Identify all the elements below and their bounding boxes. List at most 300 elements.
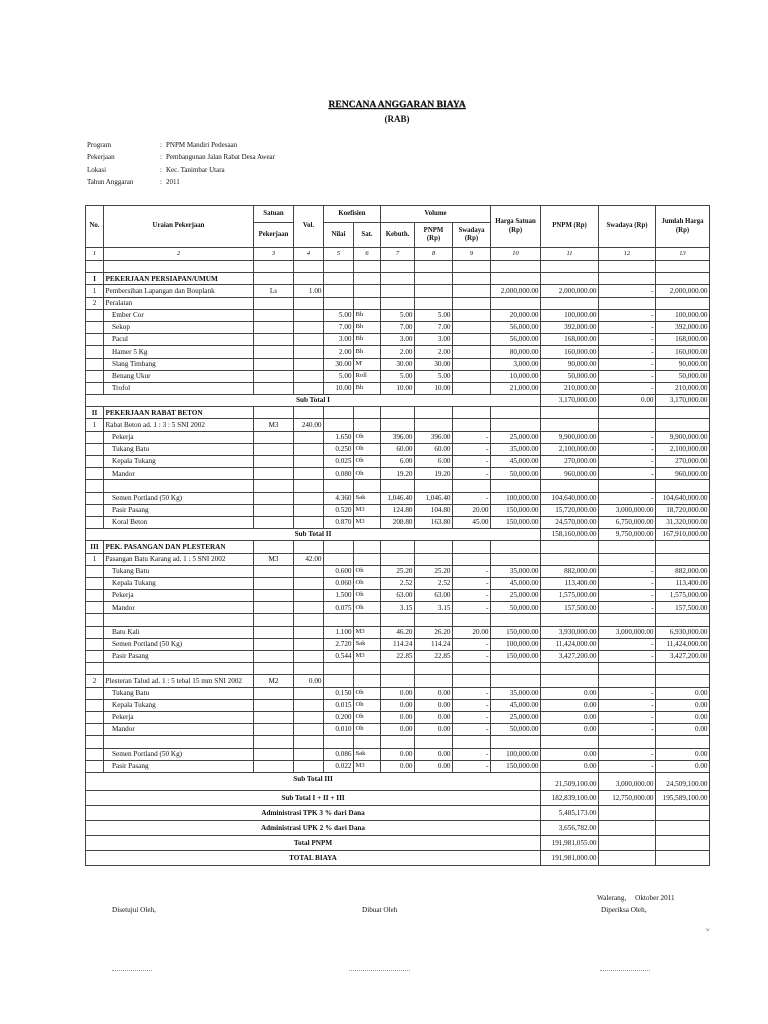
cell-vol-pnpm [415, 480, 453, 492]
cell-satuan: M3 [254, 419, 294, 431]
cell-pnpm: 960,000.00 [541, 468, 599, 480]
subtotal-row-jumlah: 3,170,000.00 [656, 395, 710, 407]
cell-vol-pnpm: 3.15 [415, 602, 453, 614]
cell-jumlah [656, 541, 710, 553]
cell-vol-swadaya: - [453, 602, 491, 614]
cell-jumlah: 160,000.00 [656, 346, 710, 358]
cell-no [86, 663, 104, 675]
column-number: 1 [86, 248, 104, 261]
cell-swadaya: - [599, 492, 656, 504]
cell-satuan [254, 565, 294, 577]
cell-jumlah [656, 614, 710, 626]
info-colon: : [160, 141, 162, 149]
cell-vol-kebuth [381, 407, 415, 419]
cell-vol [294, 504, 324, 516]
cell-jumlah: 6,930,000.00 [656, 626, 710, 638]
cell-swadaya: - [599, 382, 656, 394]
cell-swadaya: - [599, 456, 656, 468]
cell-harga-satuan: 150,000.00 [491, 651, 541, 663]
cell-swadaya: - [599, 321, 656, 333]
cell-vol [294, 711, 324, 723]
summary-row [86, 820, 710, 835]
cell-koef-sat: Sak [354, 638, 381, 650]
cell-uraian: Slang Timbang [104, 358, 254, 370]
cell-satuan [254, 590, 294, 602]
cell-pnpm [541, 261, 599, 273]
cell-koef-sat: Bh [354, 334, 381, 346]
summary-row [86, 850, 710, 865]
cell-satuan [254, 736, 294, 748]
cell-vol-swadaya [453, 358, 491, 370]
cell-jumlah: 0.00 [656, 687, 710, 699]
header-koefisien: Koefisien [324, 206, 381, 223]
column-number: 7 [381, 248, 415, 261]
cell-jumlah: 392,000.00 [656, 321, 710, 333]
info-row-lokasi [87, 164, 275, 176]
cell-jumlah: 0.00 [656, 711, 710, 723]
cell-vol [294, 602, 324, 614]
cell-satuan [254, 663, 294, 675]
cell-vol-kebuth: 5.00 [381, 309, 415, 321]
cell-jumlah: 11,424,000.00 [656, 638, 710, 650]
cell-harga-satuan: 150,000.00 [491, 516, 541, 528]
section-number: I [86, 273, 104, 285]
cell-vol-pnpm [415, 675, 453, 687]
cell-koef-nilai: 0.250 [324, 443, 354, 455]
cell-vol-kebuth [381, 273, 415, 285]
cell-pnpm [541, 675, 599, 687]
place-date: Walerang, Oktober 2011 [597, 894, 675, 902]
cell-koef-nilai: 7.00 [324, 321, 354, 333]
cell-vol-pnpm: 0.00 [415, 687, 453, 699]
cell-koef-sat: Oh [354, 456, 381, 468]
cell-uraian: Plesteran Talud ad. 1 : 5 tebal 15 mm SNI 2002 [104, 675, 254, 687]
cell-harga-satuan: 50,000.00 [491, 724, 541, 736]
cell-uraian: Pekerja [104, 590, 254, 602]
cell-koef-nilai [324, 614, 354, 626]
summary-row-swadaya [599, 835, 656, 850]
header-volume: Volume [381, 206, 491, 223]
cell-swadaya: - [599, 370, 656, 382]
info-row-program [87, 139, 275, 151]
cell-vol-swadaya: - [453, 748, 491, 760]
cell-koef-sat [354, 553, 381, 565]
table-row [86, 358, 710, 370]
cell-vol-swadaya [453, 261, 491, 273]
cell-swadaya: - [599, 334, 656, 346]
cell-satuan [254, 699, 294, 711]
cell-harga-satuan [491, 261, 541, 273]
cell-satuan [254, 273, 294, 285]
cell-uraian: Semen Portland (50 Kg) [104, 492, 254, 504]
cell-satuan [254, 748, 294, 760]
cell-harga-satuan: 100,000.00 [491, 492, 541, 504]
cell-vol-kebuth [381, 736, 415, 748]
cell-vol-swadaya [453, 346, 491, 358]
cell-uraian: Mandor [104, 468, 254, 480]
blank-row [86, 480, 710, 492]
cell-swadaya: - [599, 651, 656, 663]
header-jumlah-harga: Jumlah Harga (Rp) [656, 206, 710, 248]
cell-koef-nilai: 5.00 [324, 309, 354, 321]
cell-harga-satuan: 100,000.00 [491, 748, 541, 760]
cell-vol-kebuth [381, 614, 415, 626]
cell-koef-sat: Oh [354, 724, 381, 736]
cell-swadaya: - [599, 724, 656, 736]
cell-no [86, 748, 104, 760]
cell-pnpm [541, 553, 599, 565]
cell-vol-swadaya [453, 370, 491, 382]
cell-vol-swadaya [453, 382, 491, 394]
cell-satuan [254, 468, 294, 480]
cell-satuan [254, 516, 294, 528]
cell-vol-pnpm: 0.00 [415, 760, 453, 772]
cell-koef-sat [354, 541, 381, 553]
cell-vol-kebuth: 6.00 [381, 456, 415, 468]
cell-satuan [254, 687, 294, 699]
cell-jumlah [656, 480, 710, 492]
header-nilai: Nilai [324, 223, 354, 248]
cell-vol-swadaya: - [453, 577, 491, 589]
cell-swadaya: - [599, 285, 656, 297]
cell-swadaya: - [599, 468, 656, 480]
cell-jumlah: 2,000,000.00 [656, 285, 710, 297]
cell-uraian [104, 736, 254, 748]
cell-swadaya: - [599, 590, 656, 602]
cell-koef-sat: Bh [354, 309, 381, 321]
cell-swadaya: 3,000,000.00 [599, 626, 656, 638]
table-row [86, 504, 710, 516]
cell-vol-kebuth: 0.00 [381, 687, 415, 699]
cell-no [86, 321, 104, 333]
summary-row-label: TOTAL BIAYA [86, 850, 541, 865]
cell-pnpm [541, 273, 599, 285]
cell-swadaya: - [599, 443, 656, 455]
cell-koef-sat [354, 261, 381, 273]
cell-harga-satuan: 20,000.00 [491, 309, 541, 321]
cell-vol-pnpm: 19.20 [415, 468, 453, 480]
cell-vol-swadaya [453, 480, 491, 492]
cell-no [86, 309, 104, 321]
cell-vol-kebuth: 0.00 [381, 748, 415, 760]
cell-uraian: Trofol [104, 382, 254, 394]
cell-jumlah [656, 663, 710, 675]
summary-row-jumlah [656, 850, 710, 865]
cell-vol-swadaya [453, 407, 491, 419]
cell-koef-nilai: 0.022 [324, 760, 354, 772]
cell-uraian: Tukang Batu [104, 565, 254, 577]
cell-vol-kebuth: 3.00 [381, 334, 415, 346]
cell-vol-pnpm: 5.00 [415, 309, 453, 321]
cell-koef-nilai [324, 675, 354, 687]
cell-no [86, 261, 104, 273]
cell-koef-sat: Sak [354, 748, 381, 760]
cell-jumlah: 9,900,000.00 [656, 431, 710, 443]
cell-no [86, 590, 104, 602]
column-number: 8 [415, 248, 453, 261]
cell-vol: 240.00 [294, 419, 324, 431]
table-row [86, 309, 710, 321]
cell-koef-nilai: 0.080 [324, 468, 354, 480]
cell-harga-satuan: 56,000.00 [491, 321, 541, 333]
cell-jumlah: 0.00 [656, 748, 710, 760]
cell-vol-swadaya [453, 334, 491, 346]
table-row [86, 675, 710, 687]
cell-vol-swadaya [453, 297, 491, 309]
table-header [86, 206, 710, 261]
cell-satuan [254, 760, 294, 772]
table-row [86, 419, 710, 431]
cell-swadaya: - [599, 577, 656, 589]
cell-koef-nilai: 0.010 [324, 724, 354, 736]
table-row [86, 724, 710, 736]
cell-pnpm: 0.00 [541, 760, 599, 772]
summary-row-label: Total PNPM [86, 835, 541, 850]
cell-vol [294, 651, 324, 663]
cell-harga-satuan: 25,000.00 [491, 431, 541, 443]
subtotal-row-pnpm: 158,160,000.00 [541, 529, 599, 541]
cell-vol [294, 407, 324, 419]
cell-vol-swadaya: - [453, 760, 491, 772]
cell-jumlah [656, 297, 710, 309]
cell-vol-swadaya: 20.00 [453, 626, 491, 638]
cell-pnpm: 882,000.00 [541, 565, 599, 577]
cell-swadaya: - [599, 431, 656, 443]
cell-vol [294, 261, 324, 273]
cell-vol-kebuth [381, 285, 415, 297]
cell-vol-pnpm: 25.20 [415, 565, 453, 577]
cell-vol-swadaya: - [453, 492, 491, 504]
subtotal-row [86, 529, 710, 541]
cell-no [86, 504, 104, 516]
cell-vol-pnpm: 5.00 [415, 370, 453, 382]
cell-pnpm: 11,424,000.00 [541, 638, 599, 650]
cell-no: 2 [86, 297, 104, 309]
cell-vol [294, 492, 324, 504]
cell-vol-pnpm: 60.00 [415, 443, 453, 455]
cell-harga-satuan: 21,000.00 [491, 382, 541, 394]
cell-vol-pnpm: 0.00 [415, 748, 453, 760]
cell-vol-kebuth: 1,046.40 [381, 492, 415, 504]
cell-pnpm: 104,640,000.00 [541, 492, 599, 504]
header-volume-swadaya: Swadaya (Rp) [458, 226, 485, 242]
document-title: RENCANA ANGGARAN BIAYA [328, 99, 466, 110]
cell-vol-swadaya: - [453, 456, 491, 468]
cell-satuan [254, 407, 294, 419]
cell-koef-sat [354, 273, 381, 285]
cell-no: 2 [86, 675, 104, 687]
cell-koef-sat: Oh [354, 431, 381, 443]
cell-pnpm [541, 736, 599, 748]
table-row [86, 602, 710, 614]
cell-no [86, 651, 104, 663]
cell-uraian: Mandor [104, 724, 254, 736]
cell-vol-pnpm [415, 553, 453, 565]
subtotal-row-pnpm: 3,170,000.00 [541, 395, 599, 407]
cell-jumlah: 104,640,000.00 [656, 492, 710, 504]
cell-satuan [254, 614, 294, 626]
cell-harga-satuan: 80,000.00 [491, 346, 541, 358]
info-colon: : [160, 153, 162, 162]
cell-koef-nilai: 0.015 [324, 699, 354, 711]
cell-vol-swadaya: - [453, 711, 491, 723]
cell-satuan [254, 358, 294, 370]
cell-no [86, 638, 104, 650]
column-number: 10 [491, 248, 541, 261]
cell-vol-swadaya [453, 285, 491, 297]
cell-vol-kebuth: 0.00 [381, 760, 415, 772]
summary-row-label: Sub Total I + II + III [86, 790, 541, 805]
cell-harga-satuan: 45,000.00 [491, 577, 541, 589]
cell-koef-sat: Roll [354, 370, 381, 382]
cell-swadaya: - [599, 699, 656, 711]
cell-jumlah: 2,100,000.00 [656, 443, 710, 455]
cell-koef-nilai: 3.00 [324, 334, 354, 346]
header-harga-satuan: Harga Satuan (Rp) [491, 206, 541, 248]
table-row [86, 346, 710, 358]
table-row [86, 456, 710, 468]
summary-row-jumlah [656, 805, 710, 820]
cell-vol-pnpm: 1,046.40 [415, 492, 453, 504]
checked-by-label: Diperiksa Oleh, [601, 906, 647, 914]
cell-vol-swadaya [453, 541, 491, 553]
cell-no [86, 687, 104, 699]
cell-satuan [254, 382, 294, 394]
cell-vol-pnpm: 3.00 [415, 334, 453, 346]
approved-by-signature-line [112, 970, 152, 971]
cell-pnpm: 0.00 [541, 748, 599, 760]
cell-swadaya [599, 261, 656, 273]
cell-no [86, 760, 104, 772]
cell-pnpm: 9,900,000.00 [541, 431, 599, 443]
header-satuan: Satuan [254, 206, 294, 223]
cell-no [86, 382, 104, 394]
cell-vol-pnpm: 114.24 [415, 638, 453, 650]
cell-vol-kebuth [381, 297, 415, 309]
cell-koef-sat: Oh [354, 602, 381, 614]
cell-vol [294, 638, 324, 650]
cell-uraian: Pekerja [104, 431, 254, 443]
cell-vol-pnpm [415, 614, 453, 626]
section-title: PEKERJAAN PERSIAPAN/UMUM [104, 273, 254, 285]
cell-harga-satuan [491, 553, 541, 565]
table-row [86, 687, 710, 699]
cell-swadaya: - [599, 687, 656, 699]
table-row [86, 565, 710, 577]
cell-vol-kebuth: 3.15 [381, 602, 415, 614]
cell-vol-swadaya [453, 309, 491, 321]
cell-satuan [254, 321, 294, 333]
cell-vol-pnpm: 63.00 [415, 590, 453, 602]
cell-vol-swadaya [453, 273, 491, 285]
cell-no: 1 [86, 419, 104, 431]
cell-swadaya: - [599, 760, 656, 772]
cell-vol-pnpm: 22.85 [415, 651, 453, 663]
cell-koef-sat: Sak [354, 492, 381, 504]
table-row [86, 760, 710, 772]
cell-vol [294, 565, 324, 577]
cell-satuan [254, 492, 294, 504]
cell-vol [294, 358, 324, 370]
cell-harga-satuan: 45,000.00 [491, 699, 541, 711]
cell-harga-satuan [491, 736, 541, 748]
cell-koef-sat [354, 419, 381, 431]
cell-koef-nilai: 0.520 [324, 504, 354, 516]
cell-vol-swadaya [453, 736, 491, 748]
cell-uraian: Kepala Tukang [104, 577, 254, 589]
cell-vol [294, 456, 324, 468]
section-title: PEKERJAAN RABAT BETON [104, 407, 254, 419]
cell-koef-nilai: 0.150 [324, 687, 354, 699]
cell-koef-sat: Oh [354, 468, 381, 480]
header-uraian: Uraian Pekerjaan [104, 206, 254, 248]
cell-koef-nilai: 0.060 [324, 577, 354, 589]
header-sat: Sat. [354, 223, 381, 248]
cell-jumlah [656, 261, 710, 273]
summary-row-jumlah: 195,589,100.00 [656, 790, 710, 805]
cell-vol-pnpm [415, 419, 453, 431]
table-row [86, 321, 710, 333]
cell-harga-satuan [491, 419, 541, 431]
cell-uraian [104, 480, 254, 492]
cell-vol-kebuth [381, 553, 415, 565]
blank-row [86, 736, 710, 748]
cell-vol-pnpm [415, 541, 453, 553]
cell-vol-swadaya [453, 614, 491, 626]
cell-harga-satuan [491, 407, 541, 419]
header-no: No. [86, 206, 104, 248]
cell-swadaya: - [599, 358, 656, 370]
table-row [86, 516, 710, 528]
cell-vol [294, 334, 324, 346]
cell-pnpm [541, 663, 599, 675]
cell-uraian: Rabat Beton ad. 1 : 3 : 5 SNI 2002 [104, 419, 254, 431]
cell-koef-nilai [324, 419, 354, 431]
cell-harga-satuan: 150,000.00 [491, 626, 541, 638]
cell-vol: 0.00 [294, 675, 324, 687]
cell-swadaya [599, 553, 656, 565]
cell-jumlah: 100,000.00 [656, 309, 710, 321]
cell-pnpm: 0.00 [541, 687, 599, 699]
cell-swadaya: - [599, 638, 656, 650]
cell-no [86, 443, 104, 455]
cell-uraian [104, 614, 254, 626]
cell-koef-nilai: 1.500 [324, 590, 354, 602]
cell-koef-nilai: 30.00 [324, 358, 354, 370]
cell-vol: 42.00 [294, 553, 324, 565]
cell-swadaya [599, 273, 656, 285]
info-colon: : [160, 178, 162, 187]
cell-koef-sat: Oh [354, 590, 381, 602]
info-label: Lokasi [87, 165, 107, 174]
document-subtitle: (RAB) [384, 114, 410, 124]
cell-vol [294, 687, 324, 699]
cell-vol [294, 468, 324, 480]
cell-uraian: Pembersihan Lapangan dan Bouplank [104, 285, 254, 297]
summary-row [86, 805, 710, 820]
column-number: 3 [254, 248, 294, 261]
cell-harga-satuan: 50,000.00 [491, 468, 541, 480]
cell-vol [294, 516, 324, 528]
summary-row-pnpm: 3,656,782.00 [541, 820, 599, 835]
cell-satuan [254, 443, 294, 455]
cell-vol-pnpm [415, 261, 453, 273]
cell-pnpm: 3,930,000.00 [541, 626, 599, 638]
cell-vol [294, 297, 324, 309]
column-number: 13 [656, 248, 710, 261]
cell-satuan [254, 431, 294, 443]
cell-vol [294, 480, 324, 492]
